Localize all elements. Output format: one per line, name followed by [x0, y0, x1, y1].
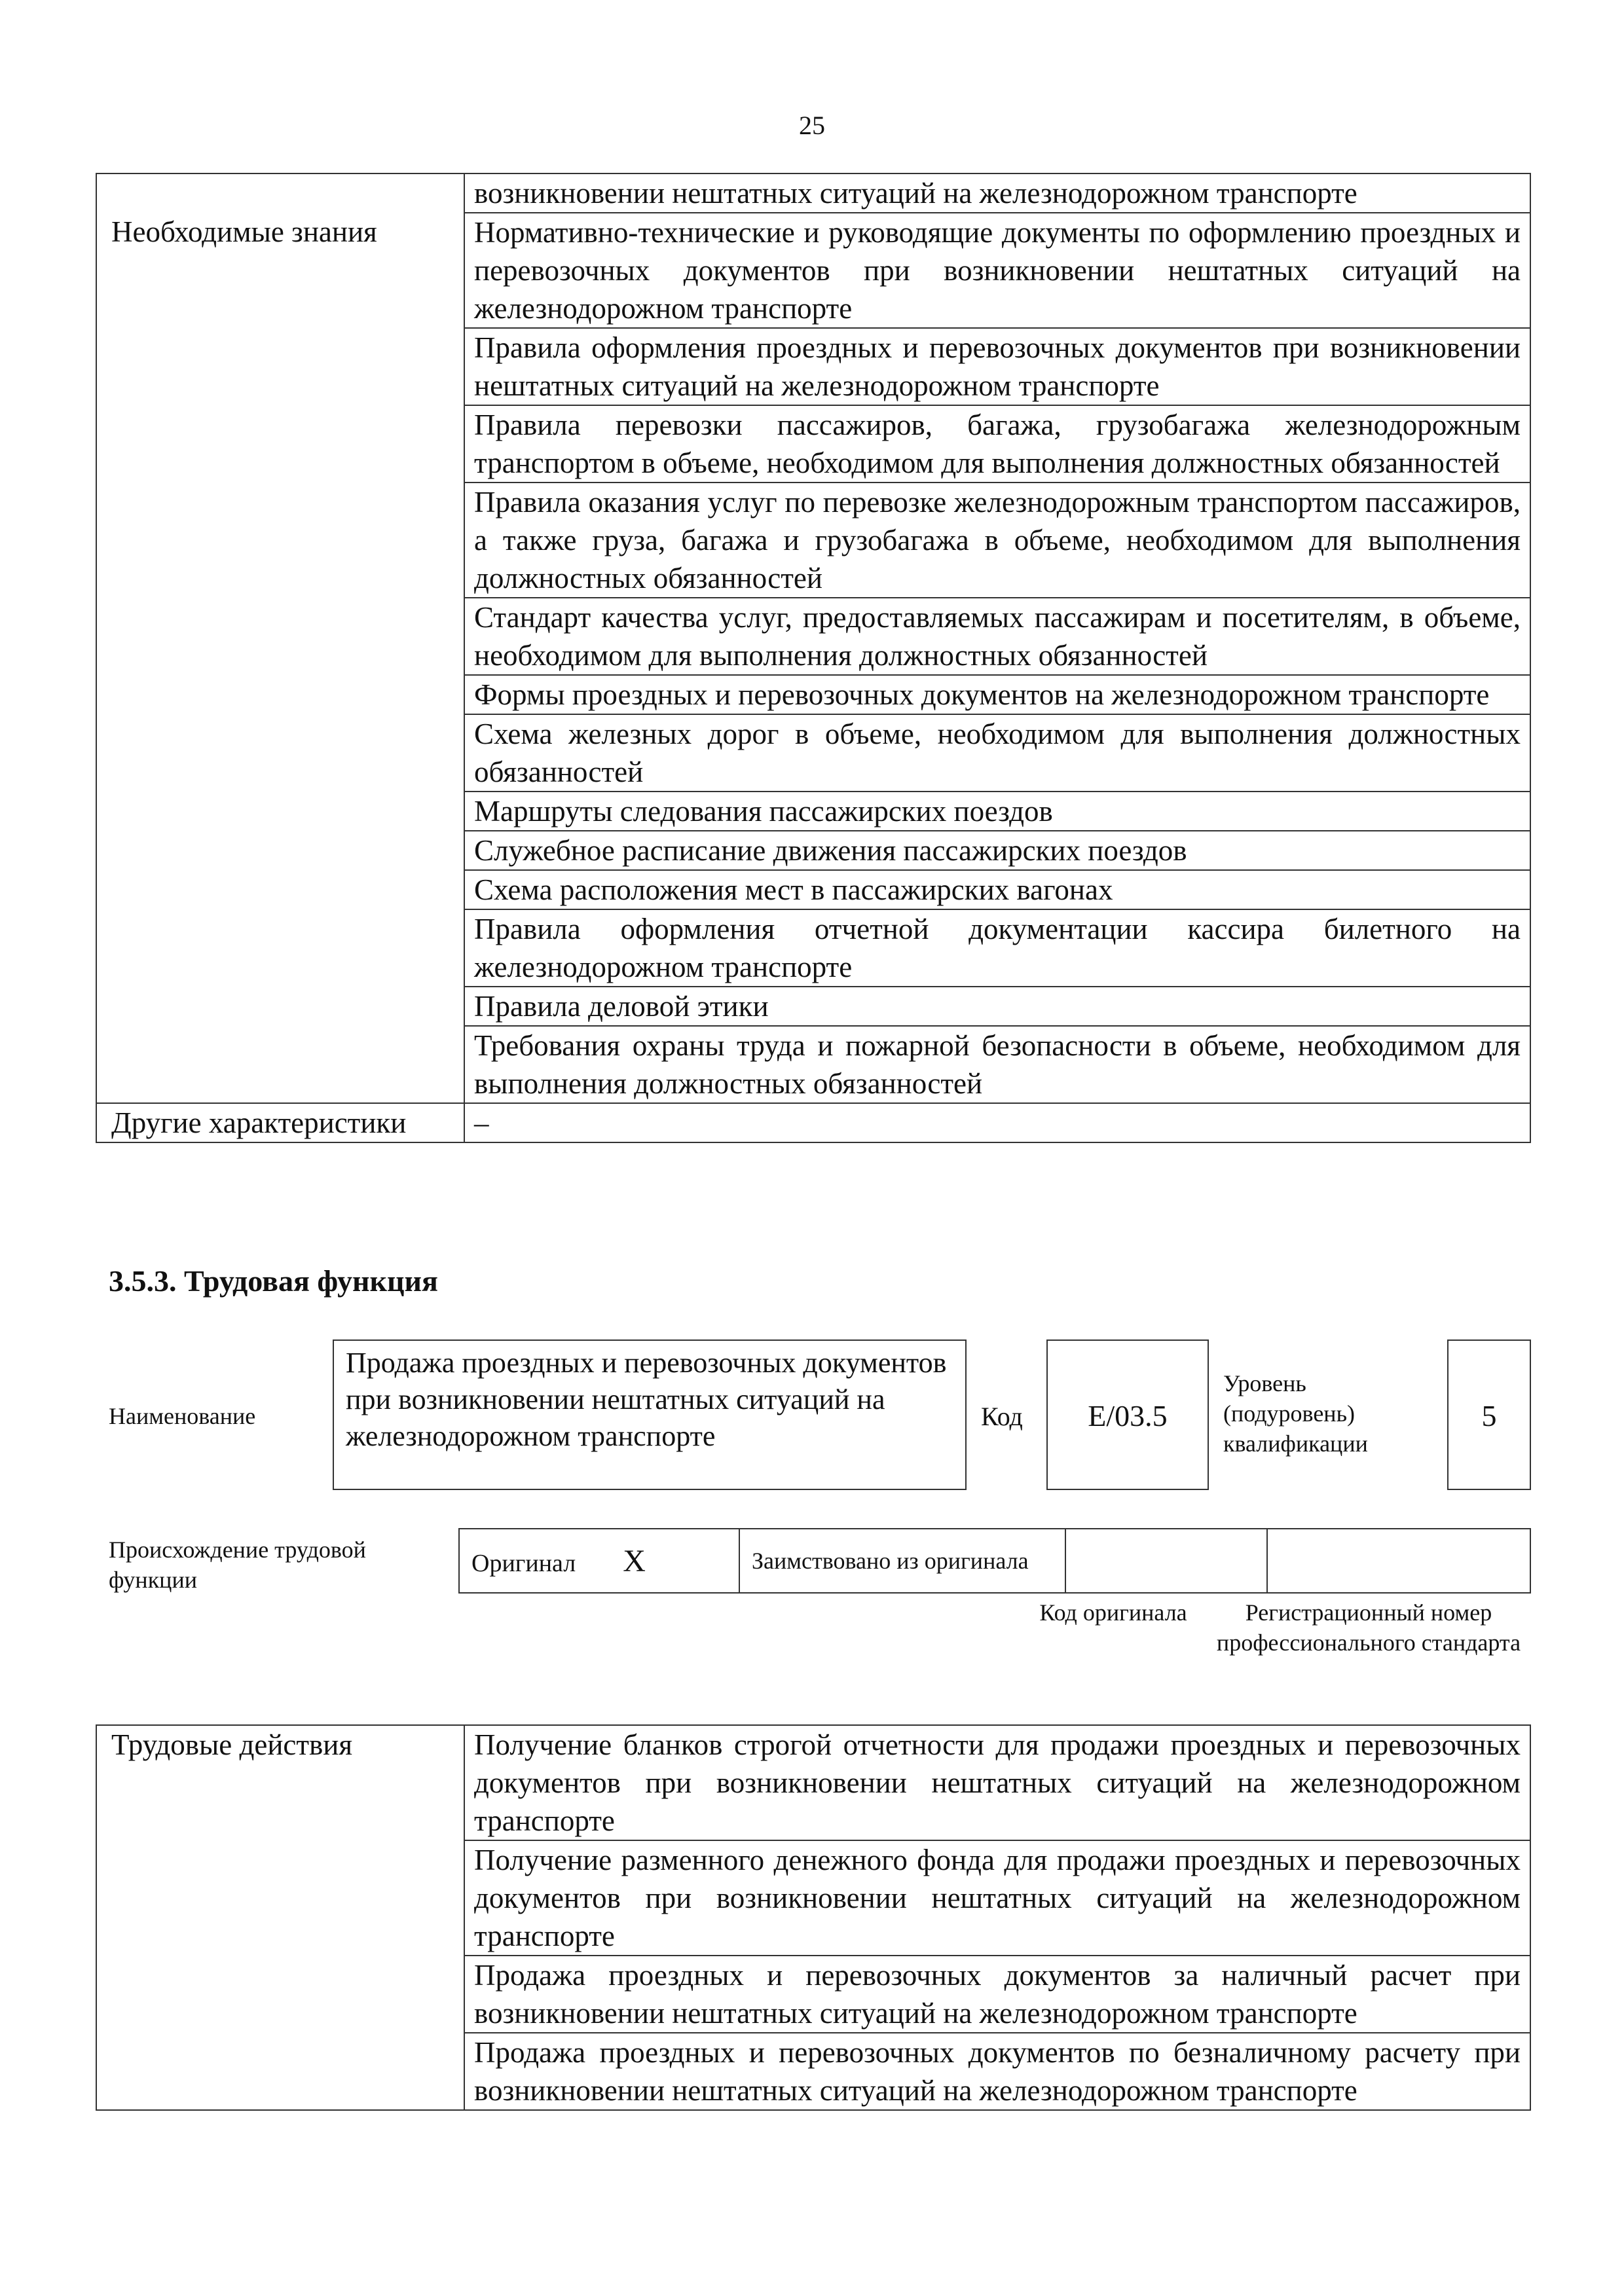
knowledge-item: Правила оказания услуг по перевозке железнодорожным транспортом пассажиров, а также груза, багажа и грузобагажа в объеме, необходимом для выполнения должностных обязанностей: [464, 483, 1530, 598]
name-label: Наименование: [109, 1403, 256, 1429]
labor-action-item: Получение бланков строгой отчетности для продажи проездных и перевозочных документов при возникновении нештатных ситуаций на железнодорожном транспорте: [464, 1725, 1530, 1840]
table-row: [96, 1725, 1530, 1840]
origin-label: Происхождение трудовой функции: [109, 1537, 366, 1593]
registration-number-caption: Регистрационный номер профессионального стандарта: [1216, 1599, 1521, 1656]
knowledge-item: Правила оформления отчетной документации кассира билетного на железнодорожном транспорте: [464, 909, 1530, 987]
labor-actions-label: Трудовые действия: [96, 1725, 464, 2110]
knowledge-table: [96, 173, 1531, 1143]
knowledge-item: Правила оформления проездных и перевозочных документов при возникновении нештатных ситуаций на железнодорожном транспорте: [464, 328, 1530, 405]
table-row: [96, 1103, 1530, 1142]
origin-table: [458, 1528, 1531, 1594]
continuation-cell: возникновении нештатных ситуаций на железнодорожном транспорте: [464, 173, 1530, 213]
original-mark: X: [623, 1543, 646, 1578]
qualification-level-value: 5: [1447, 1339, 1531, 1490]
labor-action-item: Получение разменного денежного фонда для продажи проездных и перевозочных документов при возникновении нештатных ситуаций на железнодорожном транспорте: [464, 1840, 1530, 1956]
other-characteristics-label: Другие характеристики: [96, 1103, 464, 1142]
knowledge-item: Требования охраны труда и пожарной безопасности в объеме, необходимом для выполнения должностных обязанностей: [464, 1026, 1530, 1103]
labor-actions-table: [96, 1724, 1531, 2111]
knowledge-item: Служебное расписание движения пассажирских поездов: [464, 831, 1530, 870]
knowledge-item: Формы проездных и перевозочных документов на железнодорожном транспорте: [464, 675, 1530, 714]
labor-action-item: Продажа проездных и перевозочных документов за наличный расчет при возникновении нештатных ситуаций на железнодорожном транспорте: [464, 1956, 1530, 2033]
qualification-level-label: Уровень (подуровень) квалификации: [1223, 1370, 1368, 1457]
page-number: 25: [799, 111, 825, 140]
other-characteristics-value: –: [464, 1103, 1530, 1142]
code-value: E/03.5: [1046, 1339, 1209, 1490]
original-label: Оригинал: [471, 1549, 576, 1577]
original-cell: [459, 1529, 739, 1593]
original-code-caption: Код оригинала: [1039, 1599, 1187, 1626]
table-row: [96, 213, 1530, 328]
section-heading: 3.5.3. Трудовая функция: [109, 1264, 438, 1298]
knowledge-label: Необходимые знания: [96, 213, 464, 1103]
original-code-cell: [1065, 1529, 1267, 1593]
knowledge-item: Правила деловой этики: [464, 987, 1530, 1026]
knowledge-item: Маршруты следования пассажирских поездов: [464, 792, 1530, 831]
function-name-value: Продажа проездных и перевозочных документов при возникновении нештатных ситуаций на железнодорожном транспорте: [333, 1339, 967, 1490]
empty-label-cell: [96, 173, 464, 213]
knowledge-item: Нормативно-технические и руководящие документы по оформлению проездных и перевозочных документов при возникновении нештатных ситуаций на железнодорожном транспорте: [464, 213, 1530, 328]
table-row: [96, 173, 1530, 213]
labor-action-item: Продажа проездных и перевозочных документов по безналичному расчету при возникновении нештатных ситуаций на железнодорожном транспорте: [464, 2033, 1530, 2110]
knowledge-item: Схема железных дорог в объеме, необходимом для выполнения должностных обязанностей: [464, 714, 1530, 792]
borrowed-label: Заимствовано из оригинала: [739, 1529, 1065, 1593]
knowledge-item: Схема расположения мест в пассажирских вагонах: [464, 870, 1530, 909]
knowledge-item: Правила перевозки пассажиров, багажа, грузобагажа железнодорожным транспортом в объеме, необходимом для выполнения должностных обязанностей: [464, 405, 1530, 483]
table-row: [459, 1529, 1530, 1593]
registration-number-cell: [1267, 1529, 1530, 1593]
code-label: Код: [981, 1402, 1023, 1431]
knowledge-item: Стандарт качества услуг, предоставляемых пассажирам и посетителям, в объеме, необходимом для выполнения должностных обязанностей: [464, 598, 1530, 675]
